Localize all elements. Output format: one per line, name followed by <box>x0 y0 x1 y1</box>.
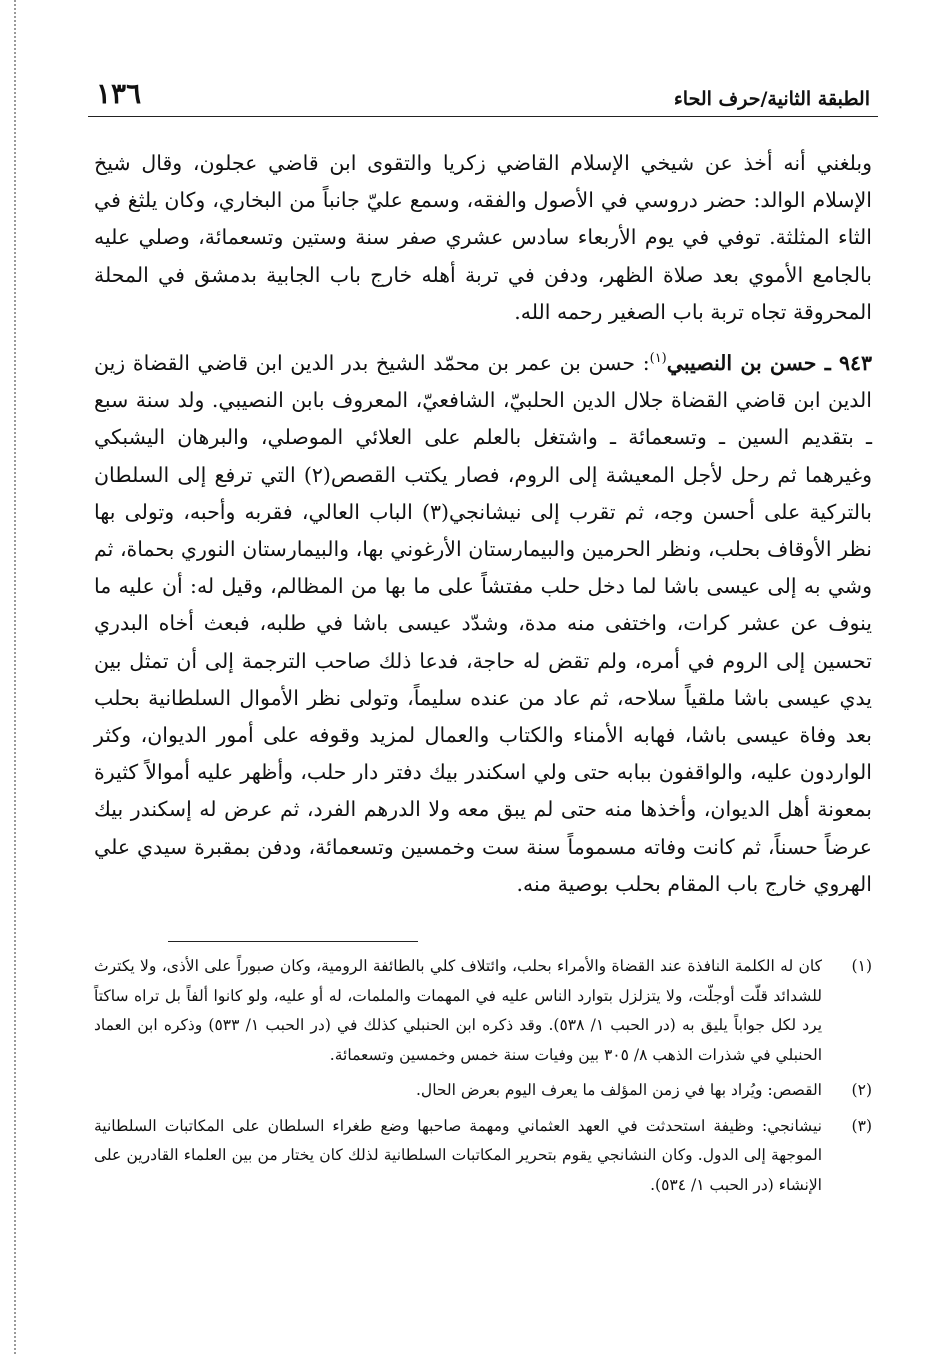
footnote-ref-1: (١) <box>649 351 667 367</box>
page-header <box>88 70 878 117</box>
entry-text: : حسن بن عمر بن محمّد الشيخ بدر الدين ابن قاضي القضاة زين الدين ابن قاضي القضاة جلال الدين الحلبيّ، الشافعيّ، المعروف بابن النصيبي. ولد سنة سبع ـ بتقديم السين ـ وتسعمائة ـ واشتغل بالعلم على العلائي الموصلي، والبرهان اليشبكي وغيرهما ثم رحل لأجل المعيشة إلى الروم، فصار يكتب القصص(٢) التي ترفع إلى السلطان بالتركية على أحسن وجه، ثم تقرب إلى نيشانجي(٣) الباب العالي، فقربه وأحبه، وتولى بها نظر الأوقاف بحلب، ونظر الحرمين والبيمارستان الأرغوني بها، والبيمارستان النوري بحماة، ثم وشي به إلى عيسى باشا لما دخل حلب مفتشاً على ما بها من المظالم، وقيل له: أن عليه ما ينوف عن عشر كرات، واختفى منه مدة، وشدّد عيسى باشا في طلبه، فبعث أخاه البدري تحسين إلى الروم في أمره، ولم تقض له حاجة، فدعا ذلك صاحب الترجمة إلى أن تمثل بين يدي عيسى باشا ملقياً سلاحه، ثم عاد من عنده سليماً، وتولى نظر الأموال السلطانية بحلب بعد وفاة عيسى باشا، فهابه الأمناء والكتاب والعمال لمزيد وقوفه على أمور الديوان، وكثر الواردون عليه، والواقفون ببابه حتى ولي اسكندر بيك دفتر دار حلب، وأظهر عليه أموالاً كثيرة بمعونة أهل الديوان، وأخذها منه حتى لم يبق معه ولا الدرهم الفرد، ثم عرض له إسكندر بيك عرضاً حسناً، ثم كانت وفاته مسموماً سنة ست وخمسين وتسعمائة، ودفن بمقبرة سيدي علي الهروي خارج باب المقام بحلب بوصية منه. <box>94 351 872 896</box>
footnote-separator <box>168 941 418 942</box>
footnotes <box>88 952 878 1200</box>
main-text <box>88 145 878 903</box>
page-number: ١٣٦ <box>96 77 142 110</box>
footnote-text: القصص: ويُراد بها في زمن المؤلف ما يعرف اليوم بعرض الحال. <box>416 1081 822 1100</box>
footnote-text: نيشانجي: وظيفة استحدثت في العهد العثماني ومهمة صاحبها وضع طغراء السلطان على المكاتبات السلطانية الموجهة إلى الدول. وكان النشانجي يقوم بتحرير المكاتبات السلطانية لذلك كان يختار من بين العلماء القادرين على الإنشاء (در الحبب ١/ ٥٣٤). <box>94 1116 822 1194</box>
entry-943 <box>94 345 872 903</box>
footnote <box>94 1076 872 1106</box>
footnote-text: كان له الكلمة النافذة عند القضاة والأمراء بحلب، وائتلاف كلي بالطائفة الرومية، وكان صبوراً على الأذى، ولا يكترث للشدائد قلّت أوجلّت، ولا يتزلزل بتوارد الناس عليه في المهمات والملمات، له أو عليه، ولو كانوا ألفاً بل تراه ساكتاً يرد لكل جواباً يليق به (در الحبب ١/ ٥٣٨). وقد ذكره ابن الحنبلي كذلك في (در الحبب ١/ ٥٣٣) وذكره ابن العماد الحنبلي في شذرات الذهب ٨/ ٣٠٥ بين وفيات سنة خمس وخمسين وتسعمائة. <box>94 957 823 1064</box>
binding-dotted-edge <box>14 0 16 1354</box>
entry-title: ٩٤٣ ـ حسن بن النصيبي <box>666 351 873 376</box>
footnote <box>94 1112 872 1201</box>
footnote-number: (١) <box>851 957 872 976</box>
running-title: الطبقة الثانية/حرف الحاء <box>673 88 870 110</box>
footnote-number: (٣) <box>851 1116 872 1135</box>
book-page <box>88 70 878 1200</box>
footnote <box>94 952 872 1070</box>
footnote-number: (٢) <box>851 1081 872 1100</box>
paragraph-previous-entry: وبلغني أنه أخذ عن شيخي الإسلام القاضي زكريا والتقوى ابن قاضي عجلون، وقال شيخ الإسلام الوالد: حضر دروسي في الأصول والفقه، وسمع عليّ جانباً من البخاري، وكان يلثغ في الثاء المثلثة. توفي في يوم الأربعاء سادس عشري صفر سنة وستين وتسعمائة، وصلي عليه بالجامع الأموي بعد صلاة الظهر، ودفن في تربة أهله خارج باب الجابية بدمشق في المحلة المحروقة تجاه تربة باب الصغير رحمه الله. <box>94 151 872 324</box>
